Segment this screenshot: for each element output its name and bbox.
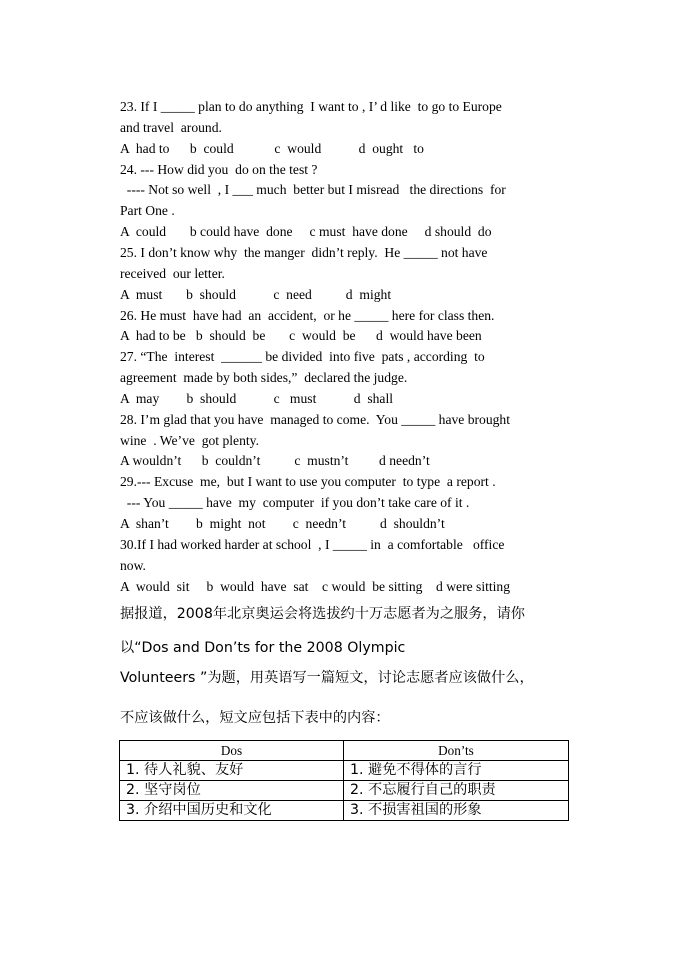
question-line: 23. If I _____ plan to do anything I want to , I’ d like to go to Europe	[120, 99, 502, 114]
dos-item-3: 3. 介绍中国历史和文化	[120, 801, 344, 821]
donts-item-2: 2. 不忘履行自己的职责	[344, 781, 569, 801]
question-line: A must b should c need d might	[120, 286, 392, 302]
table-row	[120, 761, 569, 781]
writing-prompt-line-4: 不应该做什么，短文应包括下表中的内容：	[120, 710, 390, 726]
dos-donts-table	[119, 740, 569, 821]
question-line: Part One .	[120, 203, 175, 219]
table-header-row	[120, 741, 569, 761]
question-line: and travel around.	[120, 119, 222, 135]
question-line: A had to b could c would d ought to	[120, 140, 424, 156]
question-line: --- You _____ have my computer if you don’t take care of it .	[120, 495, 470, 511]
table-row	[120, 781, 569, 801]
dos-item-1: 1. 待人礼貌、友好	[120, 761, 344, 781]
question-line: A could b could have done c must have done d should do	[120, 224, 492, 240]
question-line: now.	[120, 557, 146, 573]
writing-prompt-line-2: 以“Dos and Don’ts for the 2008 Olympic	[120, 640, 406, 656]
question-line: 30.If I had worked harder at school , I _____ in a comfortable office	[120, 536, 505, 552]
writing-prompt-line-3: Volunteers ”为题，用英语写一篇短文，讨论志愿者应该做什么，	[120, 670, 534, 686]
question-line: 24. --- How did you do on the test ?	[120, 161, 318, 177]
dos-item-2: 2. 坚守岗位	[120, 781, 344, 801]
writing-prompt-line-1: 据报道，2008年北京奥运会将选拔约十万志愿者为之服务，请你	[120, 606, 525, 622]
question-line: 27. “The interest ______ be divided into five pats , according to	[120, 349, 485, 365]
donts-item-1: 1. 避免不得体的言行	[344, 761, 569, 781]
question-line: ---- Not so well , I ___ much better but I misread the directions for	[120, 182, 506, 198]
table-row	[120, 801, 569, 821]
question-line: A had to be b should be c would be d would have been	[120, 328, 482, 344]
question-line: 25. I don’t know why the manger didn’t reply. He _____ not have	[120, 244, 488, 260]
question-line: A wouldn’t b couldn’t c mustn’t d needn’t	[120, 453, 430, 469]
header-donts: Don’ts	[344, 741, 569, 761]
question-line: 29.--- Excuse me, but I want to use you computer to type a report .	[120, 474, 496, 490]
question-line: 28. I’m glad that you have managed to come. You _____ have brought	[120, 411, 510, 427]
question-line: received our letter.	[120, 265, 225, 281]
question-line: 26. He must have had an accident, or he _____ here for class then.	[120, 307, 495, 323]
question-line: wine . We’ve got plenty.	[120, 432, 259, 448]
header-dos: Dos	[120, 741, 344, 761]
question-line: A may b should c must d shall	[120, 390, 394, 406]
donts-item-3: 3. 不损害祖国的形象	[344, 801, 569, 821]
question-line: agreement made by both sides,” declared the judge.	[120, 370, 408, 386]
question-line: A would sit b would have sat c would be sitting d were sitting	[120, 578, 511, 594]
question-line: A shan’t b might not c needn’t d shouldn’t	[120, 516, 445, 531]
